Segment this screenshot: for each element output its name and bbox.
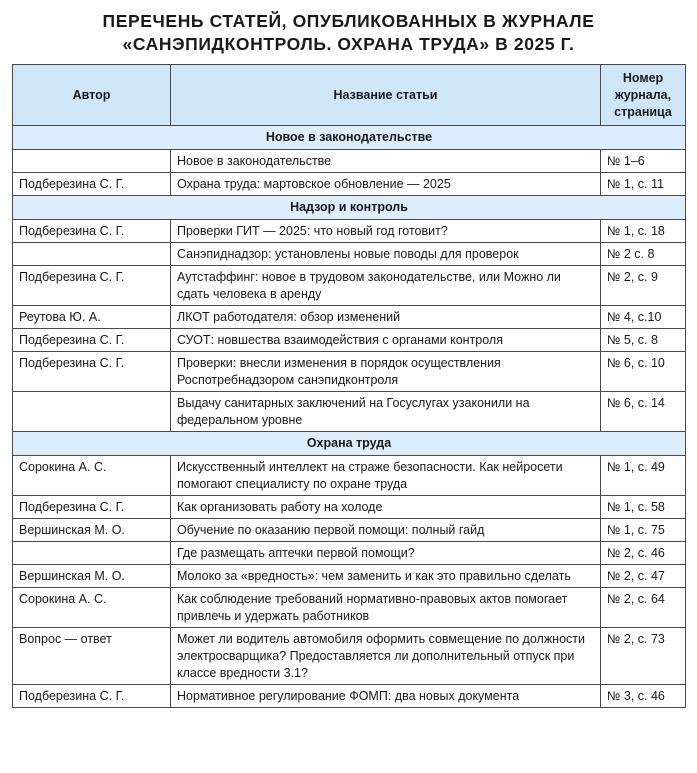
cell-author: Подберезина С. Г. bbox=[13, 496, 171, 519]
cell-author bbox=[13, 243, 171, 266]
cell-issue: № 2, с. 46 bbox=[601, 542, 686, 565]
cell-issue: № 1, с. 58 bbox=[601, 496, 686, 519]
table-row bbox=[13, 243, 686, 266]
cell-issue: № 2, с. 9 bbox=[601, 266, 686, 306]
table-row bbox=[13, 456, 686, 496]
cell-title: Искусственный интеллект на страже безопасности. Как нейросети помогают специалисту по охране труда bbox=[171, 456, 601, 496]
cell-author: Подберезина С. Г. bbox=[13, 220, 171, 243]
cell-issue: № 1, с. 11 bbox=[601, 173, 686, 196]
section-row bbox=[13, 196, 686, 220]
section-row bbox=[13, 126, 686, 150]
table-row bbox=[13, 588, 686, 628]
cell-title: Молоко за «вредность»: чем заменить и как это правильно сделать bbox=[171, 565, 601, 588]
section-row bbox=[13, 432, 686, 456]
cell-author: Сорокина А. С. bbox=[13, 456, 171, 496]
cell-title: Аутстаффинг: новое в трудовом законодательстве, или Можно ли сдать человека в аренду bbox=[171, 266, 601, 306]
cell-title: Выдачу санитарных заключений на Госуслугах узаконили на федеральном уровне bbox=[171, 392, 601, 432]
cell-issue: № 1, с. 49 bbox=[601, 456, 686, 496]
cell-issue: № 6, с. 10 bbox=[601, 352, 686, 392]
cell-issue: № 2, с. 73 bbox=[601, 628, 686, 685]
table-row bbox=[13, 565, 686, 588]
cell-author: Вершинская М. О. bbox=[13, 519, 171, 542]
table-row bbox=[13, 392, 686, 432]
cell-title: Нормативное регулирование ФОМП: два новых документа bbox=[171, 685, 601, 708]
cell-author: Вершинская М. О. bbox=[13, 565, 171, 588]
header-title: Название статьи bbox=[171, 65, 601, 126]
table-row bbox=[13, 519, 686, 542]
table-header-row bbox=[13, 65, 686, 126]
cell-author: Реутова Ю. А. bbox=[13, 306, 171, 329]
section-title: Надзор и контроль bbox=[13, 196, 686, 220]
cell-issue: № 1, с. 75 bbox=[601, 519, 686, 542]
table-row bbox=[13, 266, 686, 306]
section-title: Новое в законодательстве bbox=[13, 126, 686, 150]
cell-author: Вопрос — ответ bbox=[13, 628, 171, 685]
cell-title: Как соблюдение требований нормативно-правовых актов помогает привлечь и удержать работников bbox=[171, 588, 601, 628]
cell-issue: № 5, с. 8 bbox=[601, 329, 686, 352]
cell-title: Обучение по оказанию первой помощи: полный гайд bbox=[171, 519, 601, 542]
cell-author: Подберезина С. Г. bbox=[13, 173, 171, 196]
title-line-2: «САНЭПИДКОНТРОЛЬ. ОХРАНА ТРУДА» В 2025 Г. bbox=[122, 34, 575, 54]
cell-author bbox=[13, 542, 171, 565]
cell-issue: № 6, с. 14 bbox=[601, 392, 686, 432]
section-title: Охрана труда bbox=[13, 432, 686, 456]
cell-title: Проверки ГИТ — 2025: что новый год готовит? bbox=[171, 220, 601, 243]
cell-issue: № 4, с.10 bbox=[601, 306, 686, 329]
cell-title: Может ли водитель автомобиля оформить совмещение по должности электросварщика? Предоставляется ли дополнительный отпуск при классе вредности 3.1? bbox=[171, 628, 601, 685]
cell-issue: № 2, с. 64 bbox=[601, 588, 686, 628]
cell-issue: № 1, с. 18 bbox=[601, 220, 686, 243]
cell-title: Как организовать работу на холоде bbox=[171, 496, 601, 519]
cell-author bbox=[13, 392, 171, 432]
cell-title: Проверки: внесли изменения в порядок осуществления Роспотребнадзором санэпидконтроля bbox=[171, 352, 601, 392]
table-row bbox=[13, 220, 686, 243]
cell-title: СУОТ: новшества взаимодействия с органами контроля bbox=[171, 329, 601, 352]
cell-issue: № 2 с. 8 bbox=[601, 243, 686, 266]
cell-author: Сорокина А. С. bbox=[13, 588, 171, 628]
table-row bbox=[13, 173, 686, 196]
cell-author: Подберезина С. Г. bbox=[13, 685, 171, 708]
cell-author bbox=[13, 150, 171, 173]
cell-issue: № 3, с. 46 bbox=[601, 685, 686, 708]
cell-author: Подберезина С. Г. bbox=[13, 329, 171, 352]
table-row bbox=[13, 628, 686, 685]
table-row bbox=[13, 352, 686, 392]
cell-title: ЛКОТ работодателя: обзор изменений bbox=[171, 306, 601, 329]
table-row bbox=[13, 542, 686, 565]
header-issue: Номер журнала, страница bbox=[601, 65, 686, 126]
cell-issue: № 2, с. 47 bbox=[601, 565, 686, 588]
cell-issue: № 1–6 bbox=[601, 150, 686, 173]
cell-author: Подберезина С. Г. bbox=[13, 352, 171, 392]
header-author: Автор bbox=[13, 65, 171, 126]
table-row bbox=[13, 329, 686, 352]
table-row bbox=[13, 685, 686, 708]
cell-title: Санэпиднадзор: установлены новые поводы для проверок bbox=[171, 243, 601, 266]
page-title bbox=[0, 0, 697, 53]
table-body bbox=[13, 126, 686, 708]
cell-title: Новое в законодательстве bbox=[171, 150, 601, 173]
cell-title: Охрана труда: мартовское обновление — 2025 bbox=[171, 173, 601, 196]
cell-author: Подберезина С. Г. bbox=[13, 266, 171, 306]
table-row bbox=[13, 306, 686, 329]
table-row bbox=[13, 496, 686, 519]
table-row bbox=[13, 150, 686, 173]
title-line-1: ПЕРЕЧЕНЬ СТАТЕЙ, ОПУБЛИКОВАННЫХ В ЖУРНАЛЕ bbox=[102, 11, 595, 31]
articles-table bbox=[12, 64, 686, 708]
cell-title: Где размещать аптечки первой помощи? bbox=[171, 542, 601, 565]
